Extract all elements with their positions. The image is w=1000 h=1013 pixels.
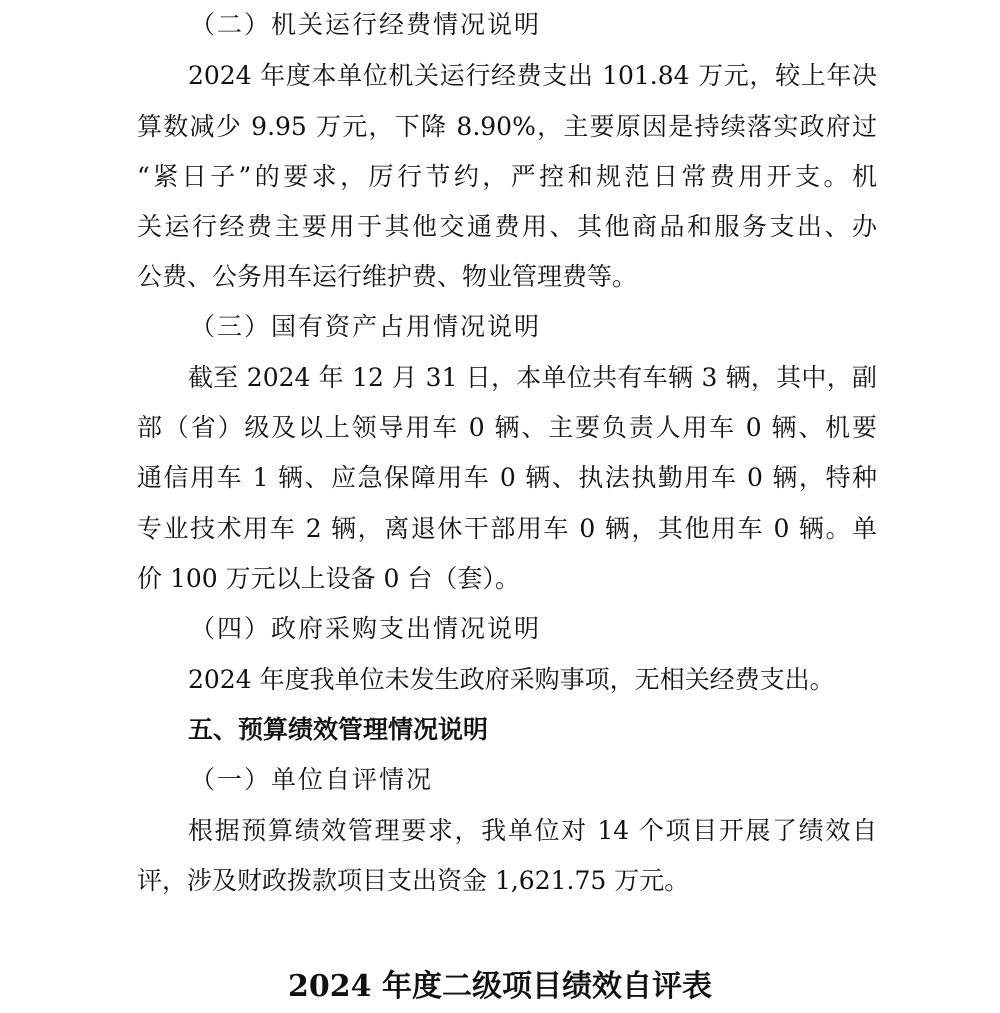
paragraph-line: 根据预算绩效管理要求，我单位对 14 个项目开展了绩效自: [188, 816, 877, 845]
section-heading-5: 五、预算绩效管理情况说明: [188, 715, 489, 744]
paragraph-line: 2024 年度我单位未发生政府采购事项，无相关经费支出。: [188, 665, 835, 694]
paragraph-line: 公费、公务用车运行维护费、物业管理费等。: [137, 262, 638, 291]
paragraph-line: 通信用车 1 辆、应急保障用车 0 辆、执法执勤用车 0 辆，特种: [137, 463, 877, 492]
section-heading-5-1: （一）单位自评情况: [190, 765, 434, 794]
section-heading-2: （二）机关运行经费情况说明: [190, 10, 542, 39]
paragraph-line: 关运行经费主要用于其他交通费用、其他商品和服务支出、办: [137, 212, 877, 241]
paragraph-line: 评，涉及财政拨款项目支出资金 1,621.75 万元。: [137, 866, 690, 895]
paragraph-line: 算数减少 9.95 万元，下降 8.90%，主要原因是持续落实政府过: [137, 112, 877, 141]
paragraph-line: 专业技术用车 2 辆，离退休干部用车 0 辆，其他用车 0 辆。单: [137, 514, 877, 543]
paragraph-line: 部（省）级及以上领导用车 0 辆、主要负责人用车 0 辆、机要: [137, 413, 877, 442]
paragraph-line: 价 100 万元以上设备 0 台（套）。: [137, 564, 520, 593]
section-heading-4: （四）政府采购支出情况说明: [190, 614, 542, 643]
paragraph-line: 截至 2024 年 12 月 31 日，本单位共有车辆 3 辆，其中，副: [188, 363, 877, 392]
paragraph-line: 2024 年度本单位机关运行经费支出 101.84 万元，较上年决: [188, 61, 877, 90]
section-heading-3: （三）国有资产占用情况说明: [190, 312, 542, 341]
table-title: 2024 年度二级项目绩效自评表: [288, 969, 712, 1004]
paragraph-line: “紧日子”的要求，厉行节约，严控和规范日常费用开支。机: [137, 162, 877, 191]
